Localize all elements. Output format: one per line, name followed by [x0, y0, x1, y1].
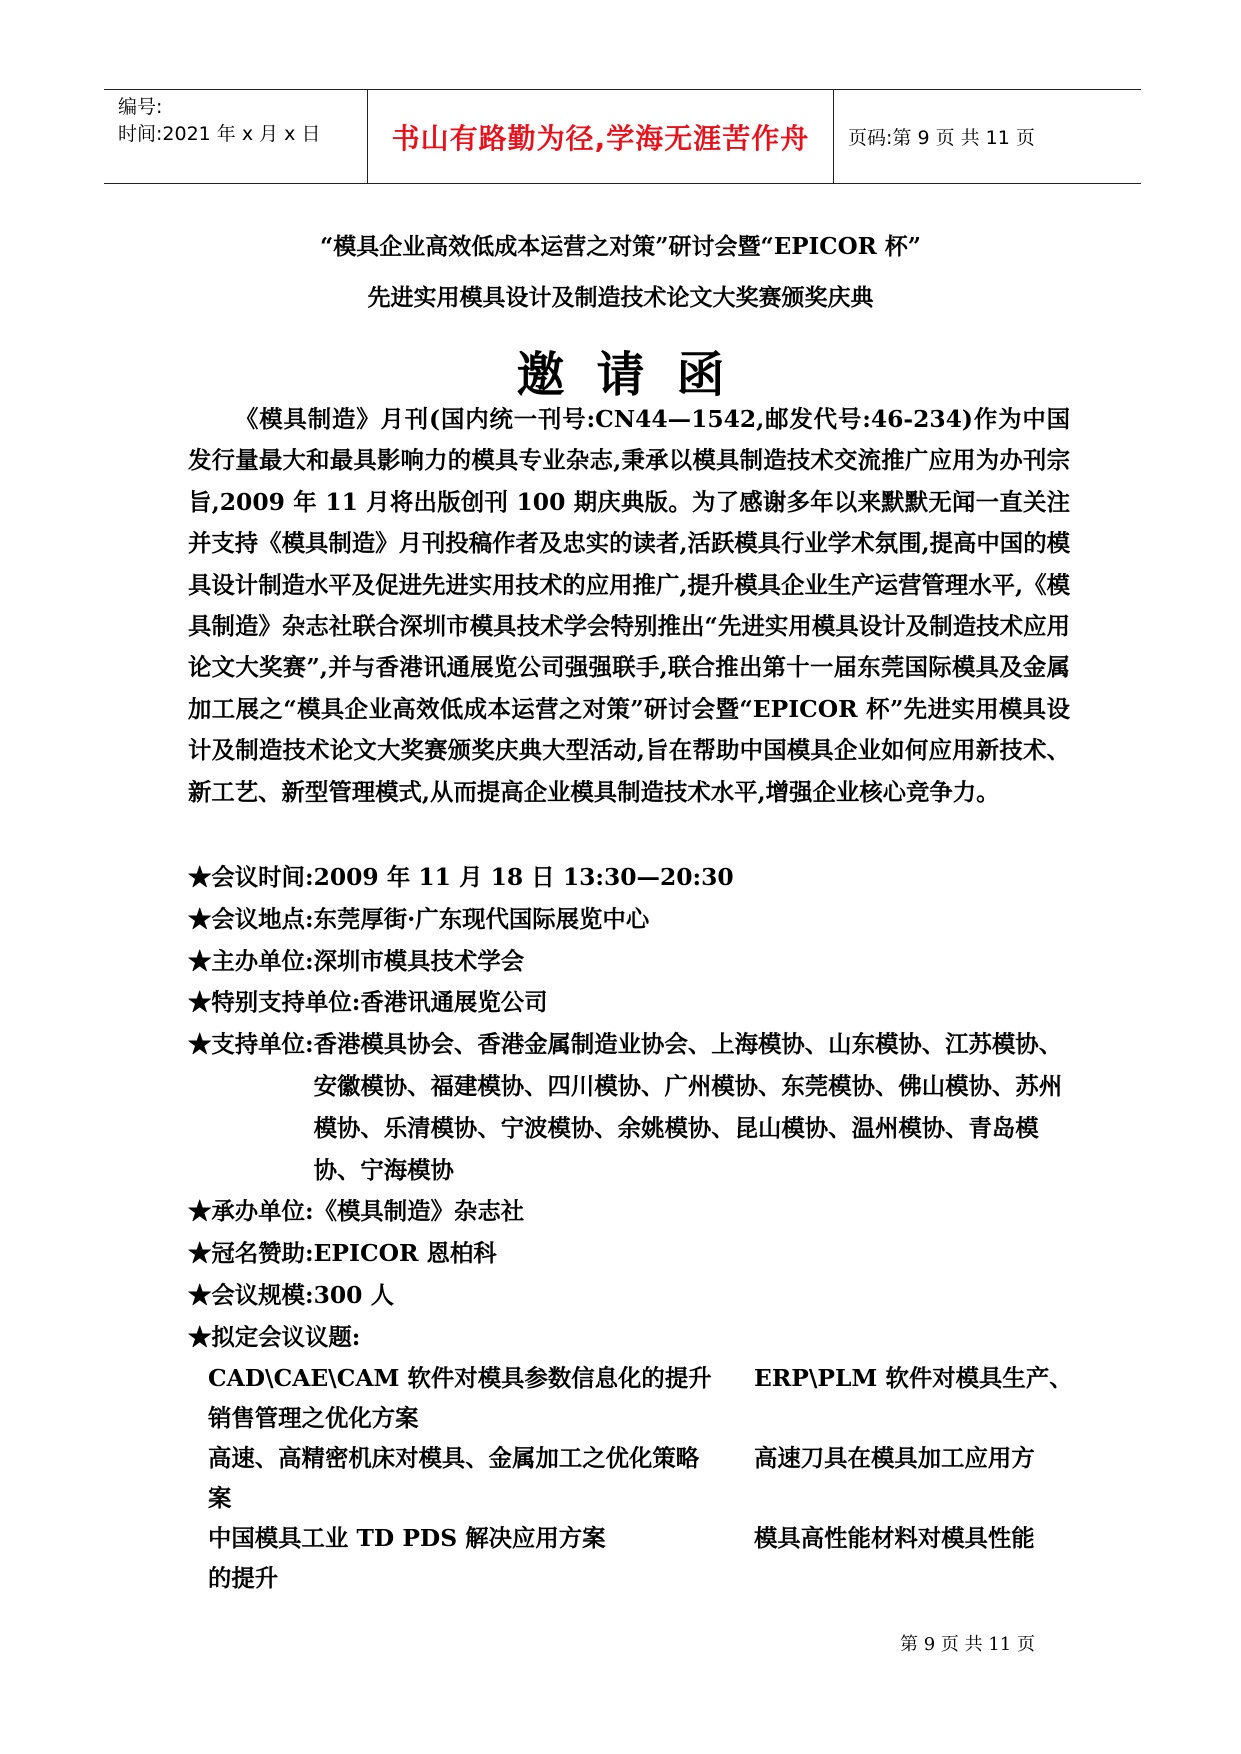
- detail-label: ★支持单位:: [188, 1030, 314, 1059]
- detail-item-host: [188, 941, 1068, 983]
- detail-value: 300 人: [313, 1280, 394, 1309]
- detail-item-time: [188, 857, 1068, 899]
- header-info-cell: [104, 90, 368, 183]
- event-subtitle-line2: 先进实用模具设计及制造技术论文大奖赛颁奖庆典: [367, 284, 874, 311]
- detail-item-venue: [188, 899, 1068, 941]
- topics-list: [208, 1358, 1088, 1598]
- topic-row: [208, 1518, 1088, 1558]
- detail-label: ★承办单位:: [188, 1197, 314, 1226]
- detail-value: EPICOR 恩柏科: [313, 1239, 497, 1268]
- detail-label: ★会议地点:: [188, 904, 314, 933]
- topic-row-continuation: [208, 1558, 1088, 1598]
- detail-value: 《模具制造》杂志社: [313, 1197, 525, 1226]
- page-footer: 第 9 页 共 11 页: [900, 1634, 1035, 1655]
- topic-row-continuation: [208, 1478, 1088, 1518]
- topic-continuation: 销售管理之优化方案: [208, 1404, 419, 1432]
- detail-item-special-support: [188, 982, 1068, 1024]
- topic-col1: 中国模具工业 TD PDS 解决应用方案: [208, 1524, 606, 1552]
- detail-label: ★会议规模:: [188, 1280, 314, 1309]
- detail-item-sponsor: [188, 1233, 1068, 1275]
- detail-label: ★会议时间:: [188, 863, 314, 891]
- detail-item-supporters: [188, 1024, 1068, 1191]
- detail-label: ★特别支持单位:: [188, 988, 361, 1017]
- page-header: [104, 89, 1141, 184]
- topic-continuation: 的提升: [208, 1564, 279, 1592]
- topic-col2: 模具高性能材料对模具性能: [754, 1524, 1035, 1552]
- topics-label: ★拟定会议议题:: [188, 1322, 361, 1351]
- topic-col1: CAD\CAE\CAM 软件对模具参数信息化的提升: [208, 1364, 712, 1392]
- detail-item-organizer: [188, 1191, 1068, 1233]
- detail-value: 深圳市模具技术学会: [313, 946, 525, 975]
- detail-label: ★冠名赞助:: [188, 1239, 314, 1268]
- event-subtitle-line1: “模具企业高效低成本运营之对策”研讨会暨“EPICOR 杯”: [320, 233, 921, 260]
- detail-value: 香港讯通展览公司: [360, 988, 548, 1017]
- header-page-label: 页码:第 9 页 共 11 页: [848, 127, 1035, 149]
- topic-row: [208, 1438, 1088, 1478]
- detail-item-scale: [188, 1275, 1068, 1317]
- topic-col1: 高速、高精密机床对模具、金属加工之优化策略: [208, 1444, 700, 1472]
- topic-row-continuation: [208, 1398, 1088, 1438]
- topic-continuation: 案: [208, 1484, 232, 1512]
- doc-time-label: 时间:2021 年 x 月 x 日: [118, 123, 321, 145]
- topic-row: [208, 1358, 1088, 1398]
- detail-label: ★主办单位:: [188, 946, 314, 975]
- topic-col2: ERP\PLM 软件对模具生产、: [754, 1364, 1073, 1392]
- invitation-body: 《模具制造》月刊(国内统一刊号:CN44—1542,邮发代号:46-234)作为中国发行量最大和最具影响力的模具专业杂志,秉承以模具制造技术交流推广应用为办刊宗旨,2009 年 11 月将出版创刊 100 期庆典版。为了感谢多年以来默默无闻一直关注并支持《模具制造》月刊投稿作者及忠实的读者,活跃模具行业学术氛围,提高中国的模具设计制造水平及促进先进实用技术的应用推广,提升模具企业生产运营管理水平,《模具制造》杂志社联合深圳市模具技术学会特别推出“先进实用模具设计及制造技术应用论文大奖赛”,并与香港讯通展览公司强强联手,联合推出第十一届东莞国际模具及金属加工展之“模具企业高效低成本运营之对策”研讨会暨“EPICOR 杯”先进实用模具设计及制造技术论文大奖赛颁奖庆典大型活动,旨在帮助中国模具企业如何应用新技术、新工艺、新型管理模式,从而提高企业模具制造技术水平,增强企业核心竞争力。: [188, 405, 1070, 806]
- detail-value: 东莞厚街·广东现代国际展览中心: [313, 904, 650, 933]
- header-motto: 书山有路勤为径,学海无涯苦作舟: [368, 90, 834, 183]
- invitation-title: 邀请函: [516, 347, 757, 403]
- detail-value: 2009 年 11 月 18 日 13:30—20:30: [313, 863, 734, 891]
- topic-col2: 高速刀具在模具加工应用方: [754, 1444, 1035, 1472]
- detail-value: 香港模具协会、香港金属制造业协会、上海模协、山东模协、江苏模协、安徽模协、福建模协、四川模协、广州模协、东莞模协、佛山模协、苏州模协、乐清模协、宁波模协、余姚模协、昆山模协、温州模协、青岛模协、宁海模协: [313, 1030, 1063, 1184]
- doc-number-label: 编号:: [118, 96, 163, 118]
- event-details-list: [188, 857, 1068, 1359]
